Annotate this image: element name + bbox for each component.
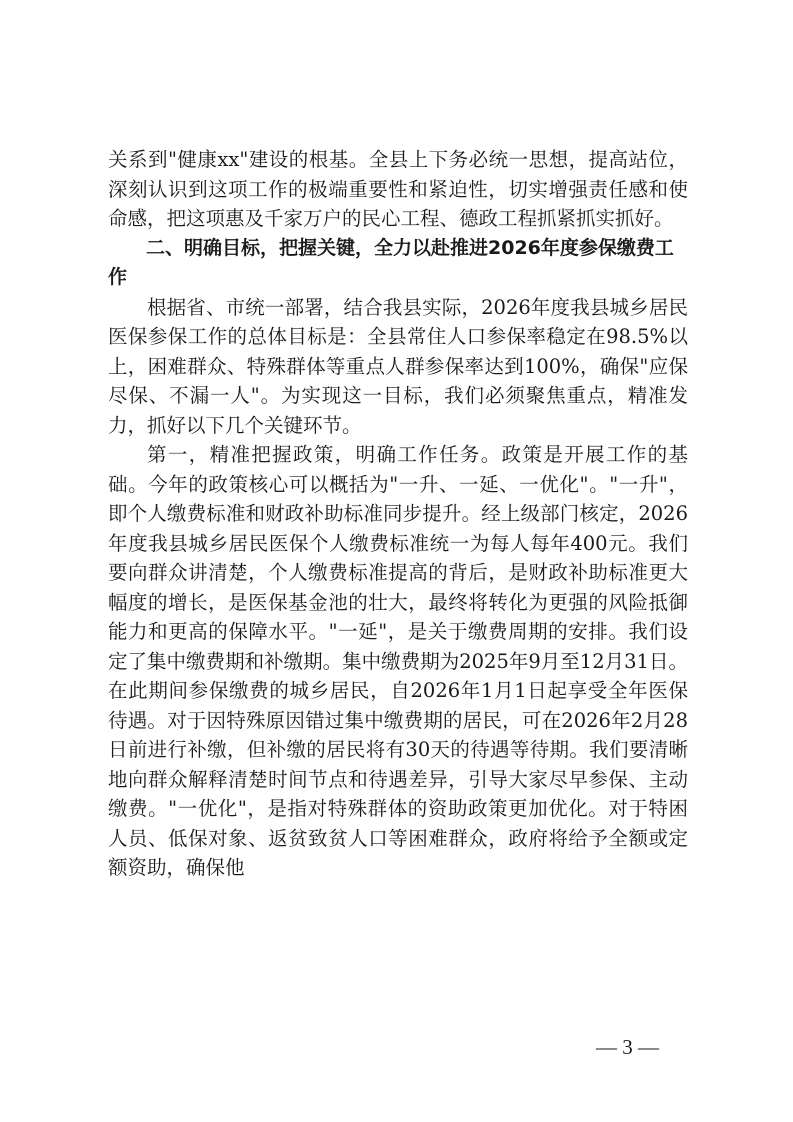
paragraph-continuation: 关系到"健康xx"建设的根基。全县上下务必统一思想，提高站位，深刻认识到这项工作的极端重要性和紧迫性，切实增强责任感和使命感，把这项惠及千家万户的民心工程、德政工程抓紧抓实抓好。 <box>108 148 688 230</box>
document-body <box>108 145 688 883</box>
paragraph-policy: 第一，精准把握政策，明确工作任务。政策是开展工作的基础。今年的政策核心可以概括为"一升、一延、一优化"。"一升"，即个人缴费标准和财政补助标准同步提升。经上级部门核定，2026年度我县城乡居民医保个人缴费标准统一为每人每年400元。我们要向群众讲清楚，个人缴费标准提高的背后，是财政补助标准更大幅度的增长，是医保基金池的壮大，最终将转化为更强的风险抵御能力和更高的保障水平。"一延"，是关于缴费周期的安排。我们设定了集中缴费期和补缴期。集中缴费期为2025年9月至12月31日。在此期间参保缴费的城乡居民，自2026年1月1日起享受全年医保待遇。对于因特殊原因错过集中缴费期的居民，可在2026年2月28日前进行补缴，但补缴的居民将有30天的待遇等待期。我们要清晰地向群众解释清楚时间节点和待遇差异，引导大家尽早参保、主动缴费。"一优化"，是指对特殊群体的资助政策更加优化。对于特困人员、低保对象、返贫致贫人口等困难群众，政府将给予全额或定额资助，确保他 <box>108 443 688 879</box>
section-heading: 二、明确目标，把握关键，全力以赴推进2026年度参保缴费工作 <box>108 236 674 288</box>
paragraph-overall-goal: 根据省、市统一部署，结合我县实际，2026年度我县城乡居民医保参保工作的总体目标是：全县常住人口参保率稳定在98.5%以上，困难群众、特殊群体等重点人群参保率达到100%，确保"应保尽保、不漏一人"。为实现这一目标，我们必须聚焦重点，精准发力，抓好以下几个关键环节。 <box>108 295 688 437</box>
page-number: — 3 — <box>596 1035 659 1059</box>
